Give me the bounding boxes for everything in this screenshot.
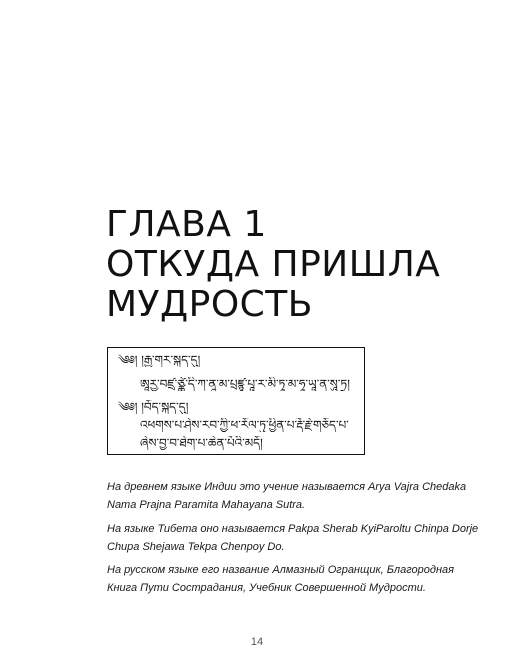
paragraph-sanskrit-name [107, 478, 467, 514]
chapter-number: ГЛАВА 1 [106, 204, 267, 245]
tibetan-line-3: ༄༅། །བོད་སྐད་དུ། [118, 400, 189, 414]
tibetan-line-1: ༄༅། །རྒྱ་གར་སྐད་དུ། [118, 353, 201, 367]
tibetan-line-4: འཕགས་པ་ཤེས་རབ་ཀྱི་ཕ་རོལ་ཏུ་ཕྱིན་པ་རྡོ་རྗེ་གཅོད་པ་ [140, 418, 349, 432]
paragraph-line: Nama Prajna Paramita Mahayana Sutra. [107, 499, 306, 511]
paragraph-line: Chupa Shejawa Tekpa Chenpoy Do. [107, 541, 285, 553]
chapter-heading [106, 205, 440, 325]
chapter-title-line-1: ОТКУДА ПРИШЛА [106, 244, 441, 285]
paragraph-tibetan-name [107, 520, 479, 556]
paragraph-line: На древнем языке Индии это учение называется Arya Vajra Chedaka [107, 481, 467, 493]
paragraph-russian-name [107, 561, 457, 597]
paragraph-line: Книга Пути Сострадания, Учебник Совершенной Мудрости. [107, 582, 426, 594]
paragraph-line: На русском языке его название Алмазный Огранщик, Благородная [107, 564, 455, 576]
tibetan-line-5: ཞེས་བྱ་བ་ཐེག་པ་ཆེན་པོའི་མདོ། [140, 436, 263, 450]
tibetan-line-2: ཨཱརྱ་བཛྲ་ཙྪེ་དི་ཀ་ནཱ་མ་པྲཛྙཱ་པཱ་ར་མི་ཏཱ་མ་ཧཱ་ཡཱ་ན་སཱུ་ཏྲ། [140, 377, 350, 391]
page-number: 14 [250, 636, 264, 648]
chapter-title-line-2: МУДРОСТЬ [106, 284, 313, 325]
paragraph-line: На языке Тибета оно называется Pakpa Sherab KyiParoltu Chinpa Dorje [107, 523, 479, 535]
tibetan-text-box [107, 347, 365, 455]
